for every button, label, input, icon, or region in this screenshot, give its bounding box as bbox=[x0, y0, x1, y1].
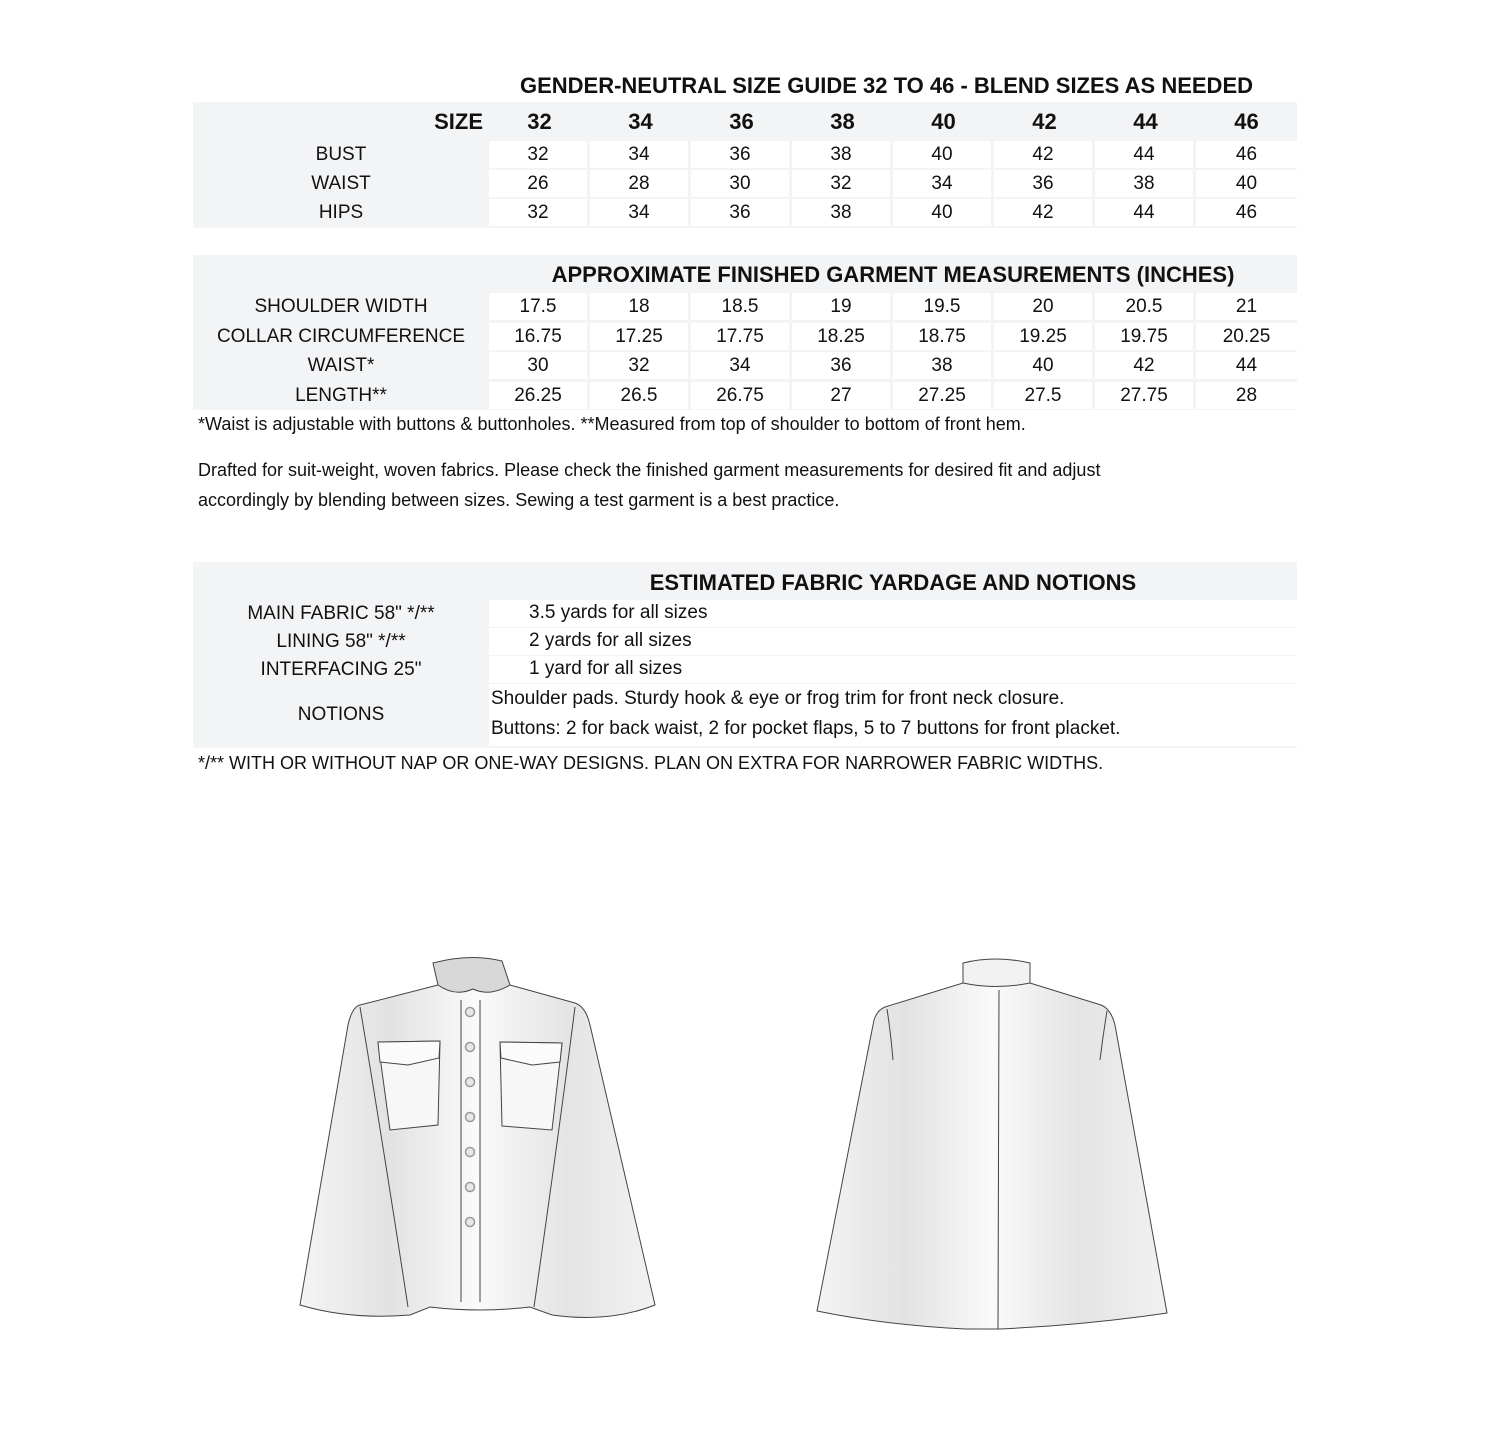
table-cell: 20.25 bbox=[1196, 323, 1297, 350]
table-cell: 19.25 bbox=[994, 323, 1092, 350]
button-icon bbox=[466, 1218, 475, 1227]
table-cell: 26.25 bbox=[489, 382, 587, 409]
row-label: NOTIONS bbox=[297, 704, 385, 725]
table-row bbox=[193, 656, 1297, 682]
notions-row bbox=[193, 684, 1297, 746]
row-label: LENGTH** bbox=[295, 385, 387, 406]
table-cell: 32 bbox=[489, 141, 587, 168]
table-cell: 26 bbox=[489, 170, 587, 197]
table-cell: 36 bbox=[994, 170, 1092, 197]
row-label: SHOULDER WIDTH bbox=[254, 296, 428, 317]
cape-back-body bbox=[817, 983, 1167, 1329]
size-label: SIZE bbox=[434, 109, 483, 134]
table-cell: 44 bbox=[1095, 199, 1193, 226]
table-cell: 42 bbox=[994, 141, 1092, 168]
row-label: INTERFACING 25" bbox=[260, 659, 422, 680]
table-cell: 32 bbox=[489, 199, 587, 226]
table-row bbox=[193, 382, 1297, 409]
table-cell: 18.25 bbox=[792, 323, 890, 350]
table-cell: 34 bbox=[590, 141, 688, 168]
table-cell: 27.5 bbox=[994, 382, 1092, 409]
table-cell: 28 bbox=[590, 170, 688, 197]
cape-back-illustration bbox=[805, 945, 1185, 1330]
measurements-footnote: *Waist is adjustable with buttons & buttonholes. **Measured from top of shoulder to bottom of front hem. bbox=[198, 414, 1026, 434]
button-icon bbox=[466, 1183, 475, 1192]
table-cell: 17.25 bbox=[590, 323, 688, 350]
table-cell: 30 bbox=[691, 170, 789, 197]
table-cell: 18 bbox=[590, 293, 688, 320]
fit-note-line-2: accordingly by blending between sizes. Sewing a test garment is a best practice. bbox=[198, 490, 840, 510]
notions-cell bbox=[489, 684, 1297, 746]
table-row bbox=[193, 141, 1297, 168]
size-guide-title: GENDER-NEUTRAL SIZE GUIDE 32 TO 46 - BLEND SIZES AS NEEDED bbox=[519, 73, 1253, 98]
collar bbox=[433, 957, 510, 992]
table-cell: 40 bbox=[893, 199, 991, 226]
finished-measurements-title: APPROXIMATE FINISHED GARMENT MEASUREMENTS (INCHES) bbox=[551, 262, 1235, 287]
table-cell: 17.75 bbox=[691, 323, 789, 350]
table-cell: 36 bbox=[792, 352, 890, 379]
table-cell: 16.75 bbox=[489, 323, 587, 350]
row-label: WAIST bbox=[311, 173, 371, 194]
button-icon bbox=[466, 1113, 475, 1122]
table-cell: 44 bbox=[1196, 352, 1297, 379]
table-cell: 26.75 bbox=[691, 382, 789, 409]
table-cell: 36 bbox=[691, 141, 789, 168]
table-cell: 19.75 bbox=[1095, 323, 1193, 350]
table-cell: 18.5 bbox=[691, 293, 789, 320]
table-row bbox=[193, 170, 1297, 197]
table-cell: 38 bbox=[1095, 170, 1193, 197]
finished-measurements-table bbox=[193, 255, 1297, 410]
table-cell: 40 bbox=[994, 352, 1092, 379]
table-row bbox=[193, 199, 1297, 226]
table-cell: 42 bbox=[994, 199, 1092, 226]
table-cell: 1 yard for all sizes bbox=[489, 656, 1297, 683]
row-label: WAIST* bbox=[307, 355, 375, 376]
yardage-table bbox=[193, 562, 1297, 748]
table-cell: 38 bbox=[792, 141, 890, 168]
table-cell: 20.5 bbox=[1095, 293, 1193, 320]
size-header: 38 bbox=[830, 109, 855, 134]
button-icon bbox=[466, 1078, 475, 1087]
table-cell: 34 bbox=[691, 352, 789, 379]
yardage-title: ESTIMATED FABRIC YARDAGE AND NOTIONS bbox=[649, 570, 1137, 595]
size-guide-table bbox=[193, 102, 1297, 228]
table-cell: 30 bbox=[489, 352, 587, 379]
notions-line-2: Buttons: 2 for back waist, 2 for pocket flaps, 5 to 7 buttons for front placket. bbox=[491, 718, 1121, 739]
size-header: 36 bbox=[729, 109, 754, 134]
table-cell: 26.5 bbox=[590, 382, 688, 409]
table-row bbox=[193, 293, 1297, 320]
table-cell: 46 bbox=[1196, 141, 1297, 168]
table-cell: 44 bbox=[1095, 141, 1193, 168]
table-cell: 34 bbox=[893, 170, 991, 197]
back-collar bbox=[963, 959, 1030, 987]
table-cell: 17.5 bbox=[489, 293, 587, 320]
row-label: HIPS bbox=[318, 202, 364, 223]
table-row bbox=[193, 628, 1297, 654]
size-header-row bbox=[193, 102, 1297, 142]
table-cell: 19 bbox=[792, 293, 890, 320]
table-cell: 42 bbox=[1095, 352, 1193, 379]
table-cell: 27.75 bbox=[1095, 382, 1193, 409]
size-header: 44 bbox=[1133, 109, 1158, 134]
table-row bbox=[193, 352, 1297, 379]
yardage-footnote: */** WITH OR WITHOUT NAP OR ONE-WAY DESIGNS. PLAN ON EXTRA FOR NARROWER FABRIC WIDTHS. bbox=[198, 753, 1104, 773]
button-icon bbox=[466, 1043, 475, 1052]
size-header: 40 bbox=[931, 109, 956, 134]
table-cell: 18.75 bbox=[893, 323, 991, 350]
table-cell: 2 yards for all sizes bbox=[489, 628, 1297, 655]
cape-body bbox=[300, 985, 655, 1317]
size-header: 46 bbox=[1234, 109, 1259, 134]
table-cell: 46 bbox=[1196, 199, 1297, 226]
fit-note-line-1: Drafted for suit-weight, woven fabrics. Please check the finished garment measurements for desired fit and adjust bbox=[198, 460, 1101, 480]
size-header: 42 bbox=[1032, 109, 1057, 134]
size-header: 34 bbox=[628, 109, 653, 134]
table-cell: 19.5 bbox=[893, 293, 991, 320]
table-cell: 27.25 bbox=[893, 382, 991, 409]
row-label: COLLAR CIRCUMFERENCE bbox=[216, 326, 466, 347]
notions-line-1: Shoulder pads. Sturdy hook & eye or frog trim for front neck closure. bbox=[491, 688, 1065, 709]
table-cell: 36 bbox=[691, 199, 789, 226]
table-cell: 32 bbox=[590, 352, 688, 379]
table-cell: 40 bbox=[893, 141, 991, 168]
row-label: LINING 58" */** bbox=[276, 631, 406, 652]
button-icon bbox=[466, 1008, 475, 1017]
button-icon bbox=[466, 1148, 475, 1157]
cape-front-illustration bbox=[290, 945, 670, 1330]
size-header: 32 bbox=[527, 109, 552, 134]
table-row bbox=[193, 600, 1297, 626]
table-cell: 38 bbox=[792, 199, 890, 226]
table-cell: 38 bbox=[893, 352, 991, 379]
row-label: BUST bbox=[315, 144, 367, 165]
table-cell: 34 bbox=[590, 199, 688, 226]
table-cell: 27 bbox=[792, 382, 890, 409]
table-cell: 32 bbox=[792, 170, 890, 197]
table-cell: 20 bbox=[994, 293, 1092, 320]
table-cell: 21 bbox=[1196, 293, 1297, 320]
table-row bbox=[193, 323, 1297, 350]
table-cell: 40 bbox=[1196, 170, 1297, 197]
table-cell: 28 bbox=[1196, 382, 1297, 409]
row-label: MAIN FABRIC 58" */** bbox=[247, 603, 435, 624]
table-cell: 3.5 yards for all sizes bbox=[489, 600, 1297, 627]
